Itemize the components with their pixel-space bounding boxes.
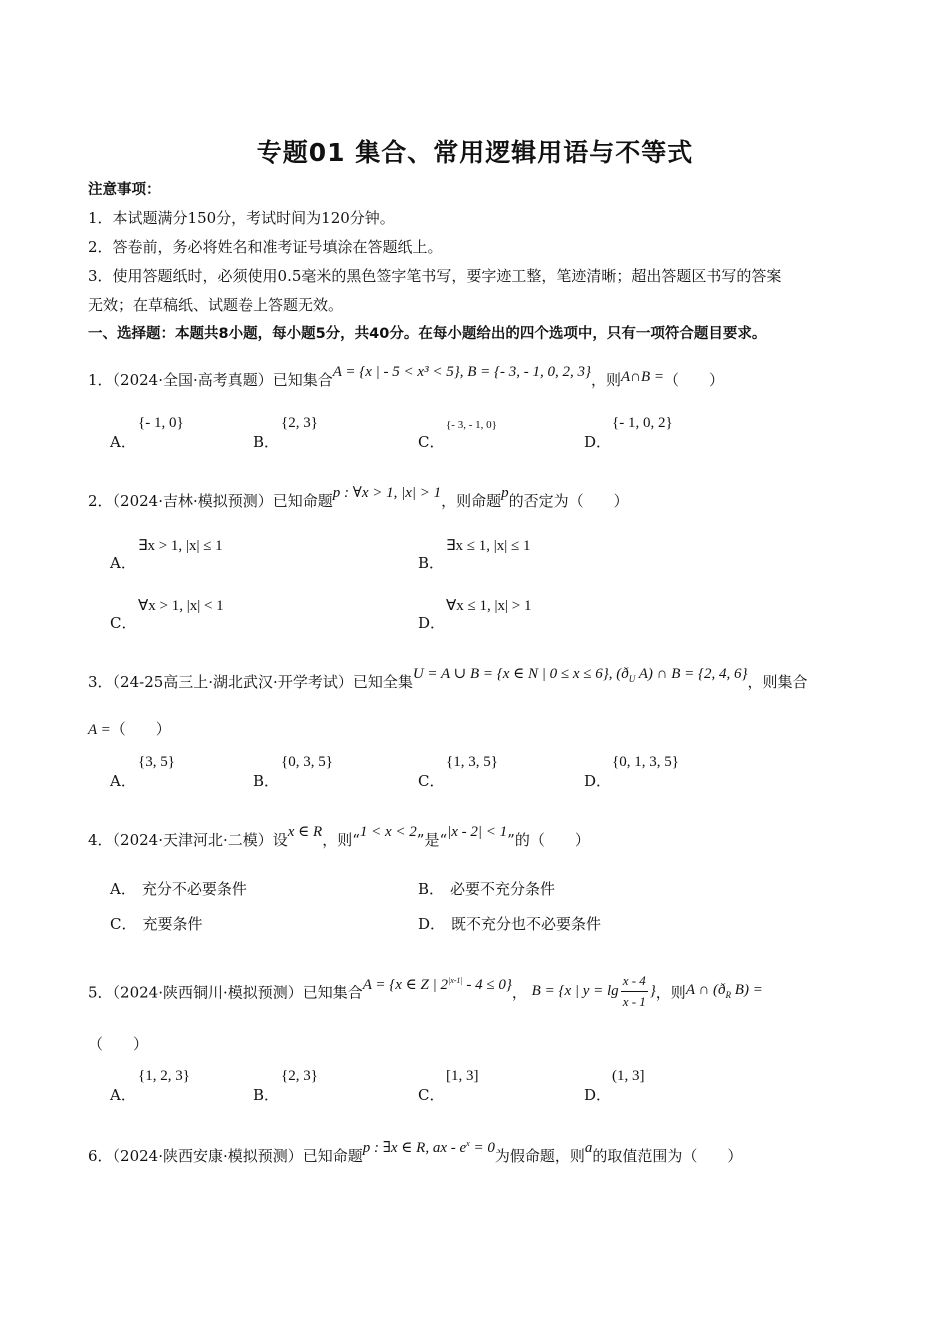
fraction-numerator: x - 4 [621, 971, 648, 992]
option-label: D． [584, 772, 612, 790]
question-5-math2-tail: } [649, 982, 656, 999]
question-2-math: p : ∀x > 1, |x| > 1 [332, 485, 442, 501]
question-6-stem: 6．（2024·陕西安康·模拟预测）已知命题 [88, 1147, 363, 1165]
option-label: C． [110, 915, 137, 933]
question-5-math-head: A = {x ∈ Z | 2 [362, 976, 449, 993]
option-value: (1, 3] [612, 1068, 645, 1084]
option-label: B． [418, 554, 445, 572]
option-value: 充分不必要条件 [141, 880, 247, 898]
question-4-math3: |x - 2| < 1 [447, 824, 508, 840]
option-label: B． [253, 1086, 280, 1104]
notice-item-3-cont: 无效；在草稿纸、试题卷上答题无效。 [88, 296, 344, 314]
question-4-math2: 1 < x < 2 [359, 824, 417, 840]
question-5-mid: ， [511, 983, 527, 1002]
question-6-math-tail: = 0 [469, 1140, 495, 1156]
option-value: {1, 3, 5} [446, 754, 498, 770]
question-6-math-head: p : ∃x ∈ R, ax - e [362, 1140, 467, 1156]
option-value: ∀x ≤ 1, |x| > 1 [446, 598, 532, 614]
question-5-math-sup: |x-1| [448, 975, 463, 985]
question-4-stem: 4．（2024·天津河北·二模）设 [88, 831, 288, 849]
question-1 [88, 364, 725, 391]
question-2-tail: 的否定为（ ） [508, 492, 629, 510]
option-label: B． [418, 880, 445, 898]
option-label: D． [418, 915, 446, 933]
question-6-math2: a [584, 1140, 593, 1156]
question-3-math [413, 666, 748, 682]
question-4-mid2: ”是“ [416, 831, 448, 849]
question-2-stem: 2．（2024·吉林·模拟预测）已知命题 [88, 492, 333, 510]
question-5 [88, 973, 763, 1014]
question-4-math: x ∈ R [287, 824, 323, 840]
option-label: C． [418, 433, 445, 451]
question-5-stem: 5．（2024·陕西铜川·模拟预测）已知集合 [88, 983, 363, 1002]
question-1-stem: 1．（2024·全国·高考真题）已知集合 [88, 371, 333, 389]
question-4-tail: ”的（ ） [507, 831, 590, 849]
option-label: C． [418, 1086, 445, 1104]
question-5-math2 [532, 971, 656, 1012]
question-3-line2-math: A = [88, 722, 111, 738]
option-label: D． [584, 433, 612, 451]
q4-option-a[interactable] [110, 878, 247, 899]
question-4 [88, 824, 590, 851]
option-label: A． [110, 433, 136, 451]
question-3-math-sub: U [628, 674, 636, 684]
question-2-mid: ，则命题 [441, 492, 502, 510]
q4-option-c[interactable] [110, 913, 203, 934]
question-5-math3-sub: R [725, 989, 732, 1000]
question-1-math: A = {x | - 5 < x³ < 5}, B = {- 3, - 1, 0, 2, 3} [332, 364, 591, 380]
option-label: C． [110, 614, 137, 632]
notice-item-3: 3．使用答题纸时，必须使用0.5毫米的黑色签字笔书写，要字迹工整，笔迹清晰；超出答题区书写的答案 [88, 267, 782, 285]
option-value: {2, 3} [281, 415, 318, 431]
question-5-math3 [686, 982, 763, 998]
option-label: A． [110, 1086, 136, 1104]
question-3-math-tail: A) ∩ B = {2, 4, 6} [635, 666, 748, 682]
option-label: D． [418, 614, 446, 632]
question-2 [88, 485, 629, 512]
option-value: 必要不充分条件 [450, 880, 556, 898]
option-label: A． [110, 772, 136, 790]
question-5-mid2: ，则 [655, 983, 686, 1002]
option-value: 既不充分也不必要条件 [451, 915, 602, 933]
question-3-line2-tail: （ ） [110, 720, 171, 738]
question-6-mid: 为假命题，则 [494, 1147, 585, 1165]
fraction-denominator: x - 1 [622, 994, 646, 1009]
question-1-tail: （ ） [664, 371, 725, 389]
option-value: {1, 2, 3} [138, 1068, 190, 1084]
question-2-math2: p [501, 485, 509, 501]
notice-item-1: 1．本试题满分150分，考试时间为120分钟。 [88, 209, 395, 227]
option-value: {- 1, 0} [138, 415, 184, 431]
question-3-stem: 3．（24-25高三上·湖北武汉·开学考试）已知全集 [88, 673, 413, 691]
question-4-mid: ，则“ [322, 831, 360, 849]
question-3 [88, 666, 808, 698]
q4-option-b[interactable] [418, 878, 555, 899]
option-label: A． [110, 880, 136, 898]
question-5-math2-head: B = {x | y = lg [531, 982, 619, 999]
question-5-fraction [621, 971, 648, 1012]
question-5-math [363, 977, 512, 993]
question-5-math-tail: - 4 ≤ 0} [462, 976, 512, 993]
option-label: B． [253, 433, 280, 451]
option-value: {2, 3} [281, 1068, 318, 1084]
q4-option-d[interactable] [418, 913, 601, 934]
option-value: {- 3, - 1, 0} [446, 419, 497, 431]
option-value: ∃x > 1, |x| ≤ 1 [138, 538, 223, 554]
question-5-math3-head: A ∩ (ð [685, 981, 726, 998]
question-6 [88, 1139, 743, 1167]
option-label: A． [110, 554, 136, 572]
page-title: 专题01 集合、常用逻辑用语与不等式 [256, 138, 694, 167]
option-value: {3, 5} [138, 754, 175, 770]
option-value: {0, 3, 5} [281, 754, 333, 770]
question-1-mid: ，则 [590, 371, 621, 389]
section-heading: 一、选择题：本题共8小题，每小题5分，共40分。在每小题给出的四个选项中，只有一项符合题目要求。 [88, 326, 767, 342]
question-5-math3-tail: B) = [731, 981, 763, 998]
question-6-tail: 的取值范围为（ ） [592, 1147, 743, 1165]
question-3-math-head: U = A ∪ B = {x ∈ N | 0 ≤ x ≤ 6}, (ð [412, 666, 629, 682]
notice-item-2: 2．答卷前，务必将姓名和准考证号填涂在答题纸上。 [88, 238, 443, 256]
option-value: {0, 1, 3, 5} [612, 754, 679, 770]
option-value: {- 1, 0, 2} [612, 415, 673, 431]
question-5-line2: （ ） [88, 1035, 149, 1053]
question-1-math2: A∩B = [621, 369, 665, 385]
question-3-line2 [88, 719, 171, 740]
option-value: ∀x > 1, |x| < 1 [138, 598, 224, 614]
question-6-math [363, 1140, 495, 1156]
notice-heading: 注意事项： [88, 182, 161, 198]
option-label: D． [584, 1086, 612, 1104]
option-label: C． [418, 772, 445, 790]
option-label: B． [253, 772, 280, 790]
option-value: ∃x ≤ 1, |x| ≤ 1 [446, 538, 531, 554]
option-value: 充要条件 [142, 915, 203, 933]
question-6-math-sup: x [466, 1139, 470, 1148]
option-value: [1, 3] [446, 1068, 479, 1084]
question-3-tail: ，则集合 [747, 673, 808, 691]
